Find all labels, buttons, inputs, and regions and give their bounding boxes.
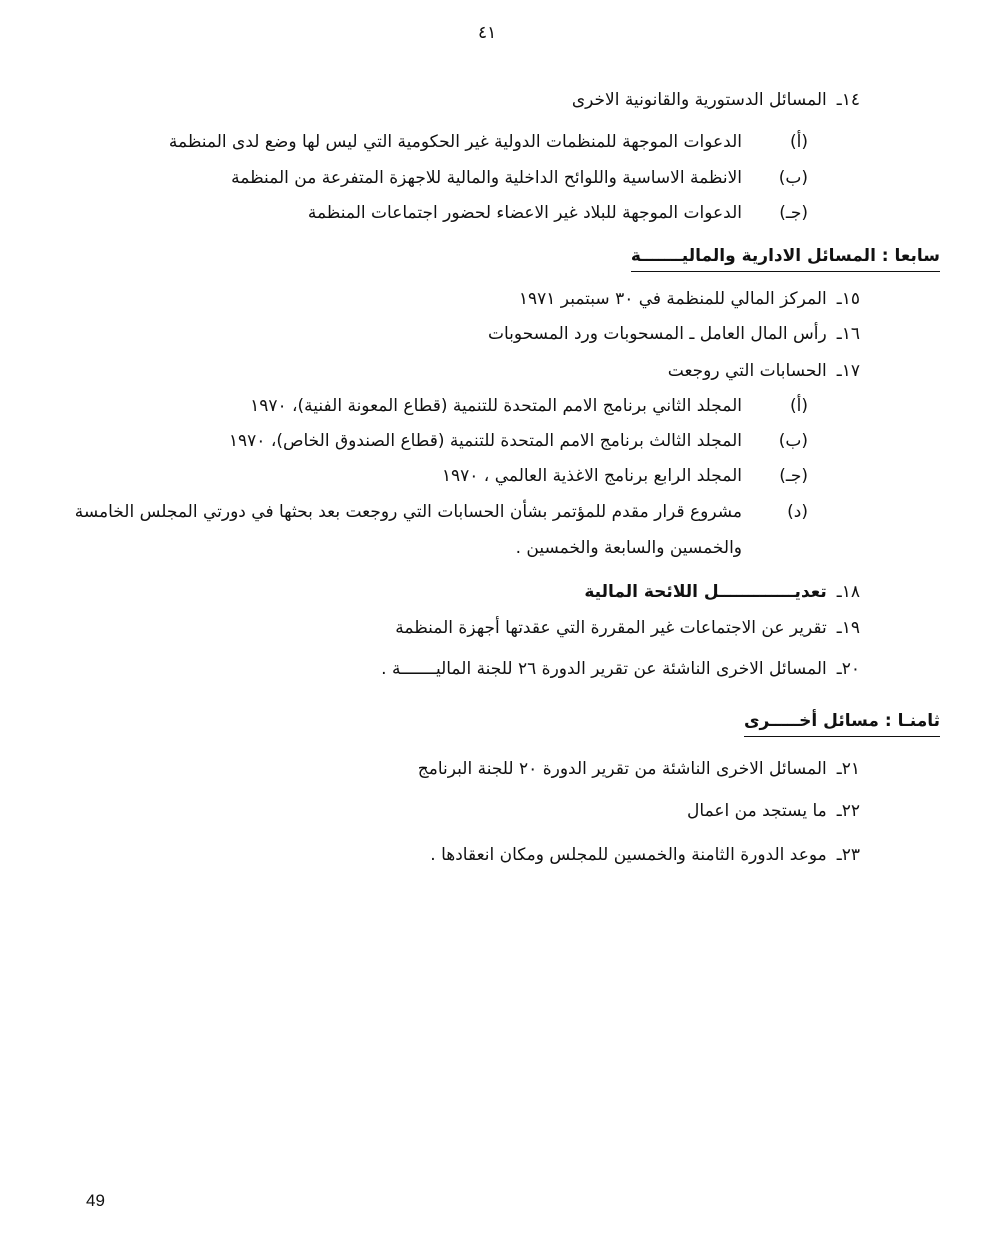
agenda-item-15 <box>519 287 860 311</box>
agenda-item-16 <box>488 322 860 346</box>
item-text: ما يستجد من اعمال <box>687 801 827 821</box>
sub-label-17b: (ب) <box>778 431 808 451</box>
agenda-item-20 <box>381 657 860 681</box>
sub-text-14a: الدعوات الموجهة للمنظمات الدولية غير الحكومية التي ليس لها وضع لدى المنظمة <box>168 132 742 152</box>
sub-label-17c: (جـ) <box>779 466 808 486</box>
item-text: المسائل الاخرى الناشئة عن تقرير الدورة ٢٦ للجنة الماليـــــــة . <box>381 659 827 679</box>
sub-text-14c: الدعوات الموجهة للبلاد غير الاعضاء لحضور اجتماعات المنظمة <box>307 203 742 223</box>
section-heading-seventh: سابعا : المسائل الادارية والماليـــــــة <box>631 244 940 272</box>
sub-text-17d-continued: والخمسين والسابعة والخمسين . <box>515 538 742 558</box>
sub-text-17c: المجلد الرابع برنامج الاغذية العالمي ، ١٩٧٠ <box>441 466 742 486</box>
item-number: ٢٠ـ <box>836 659 860 679</box>
item-text: تقرير عن الاجتماعات غير المقررة التي عقدتها أجهزة المنظمة <box>395 618 827 638</box>
sub-text-14b: الانظمة الاساسية واللوائح الداخلية والمالية للاجهزة المتفرعة من المنظمة <box>231 168 742 188</box>
item-text: رأس المال العامل ـ المسحوبات ورد المسحوبات <box>488 324 827 344</box>
sub-text-17d: مشروع قرار مقدم للمؤتمر بشأن الحسابات التي روجعت بعد بحثها في دورتي المجلس الخامسة <box>74 502 742 522</box>
agenda-item-23 <box>430 843 860 867</box>
agenda-item-18 <box>584 580 860 604</box>
item-text: موعد الدورة الثامنة والخمسين للمجلس ومكان انعقادها . <box>430 845 827 865</box>
sub-label-17d: (د) <box>787 502 808 522</box>
sub-text-17a: المجلد الثاني برنامج الامم المتحدة للتنمية (قطاع المعونة الفنية)، ١٩٧٠ <box>250 396 742 416</box>
item-text: تعديـــــــــــــل اللائحة المالية <box>584 582 827 602</box>
sub-label-17a: (أ) <box>790 396 808 416</box>
item-text: المسائل الاخرى الناشئة من تقرير الدورة ٢٠ للجنة البرنامج <box>417 759 827 779</box>
agenda-item-14 <box>572 88 860 112</box>
item-number: ٢٣ـ <box>836 845 860 865</box>
agenda-item-21 <box>418 757 860 781</box>
item-number: ٢٢ـ <box>836 801 860 821</box>
sub-label-14c: (جـ) <box>779 203 808 223</box>
header-page-number: ٤١ <box>478 23 497 43</box>
item-number: ١٥ـ <box>836 289 860 309</box>
item-number: ١٧ـ <box>836 361 860 381</box>
sub-text-17b: المجلد الثالث برنامج الامم المتحدة للتنمية (قطاع الصندوق الخاص)، ١٩٧٠ <box>228 431 742 451</box>
sub-label-14a: (أ) <box>790 132 808 152</box>
agenda-item-17 <box>668 359 860 383</box>
item-text: المركز المالي للمنظمة في ٣٠ سبتمبر ١٩٧١ <box>518 289 827 309</box>
item-number: ١٤ـ <box>836 90 860 110</box>
item-text: الحسابات التي روجعت <box>667 361 827 381</box>
sub-label-14b: (ب) <box>778 168 808 188</box>
item-number: ٢١ـ <box>836 759 860 779</box>
item-number: ١٨ـ <box>836 582 860 602</box>
item-number: ١٦ـ <box>836 324 860 344</box>
section-heading-eighth: ثامنـا : مسائل أخـــــرى <box>744 709 940 737</box>
agenda-item-22 <box>687 799 860 823</box>
item-text: المسائل الدستورية والقانونية الاخرى <box>571 90 827 110</box>
footer-page-number: 49 <box>86 1191 105 1210</box>
agenda-item-19 <box>395 616 860 640</box>
item-number: ١٩ـ <box>836 618 860 638</box>
